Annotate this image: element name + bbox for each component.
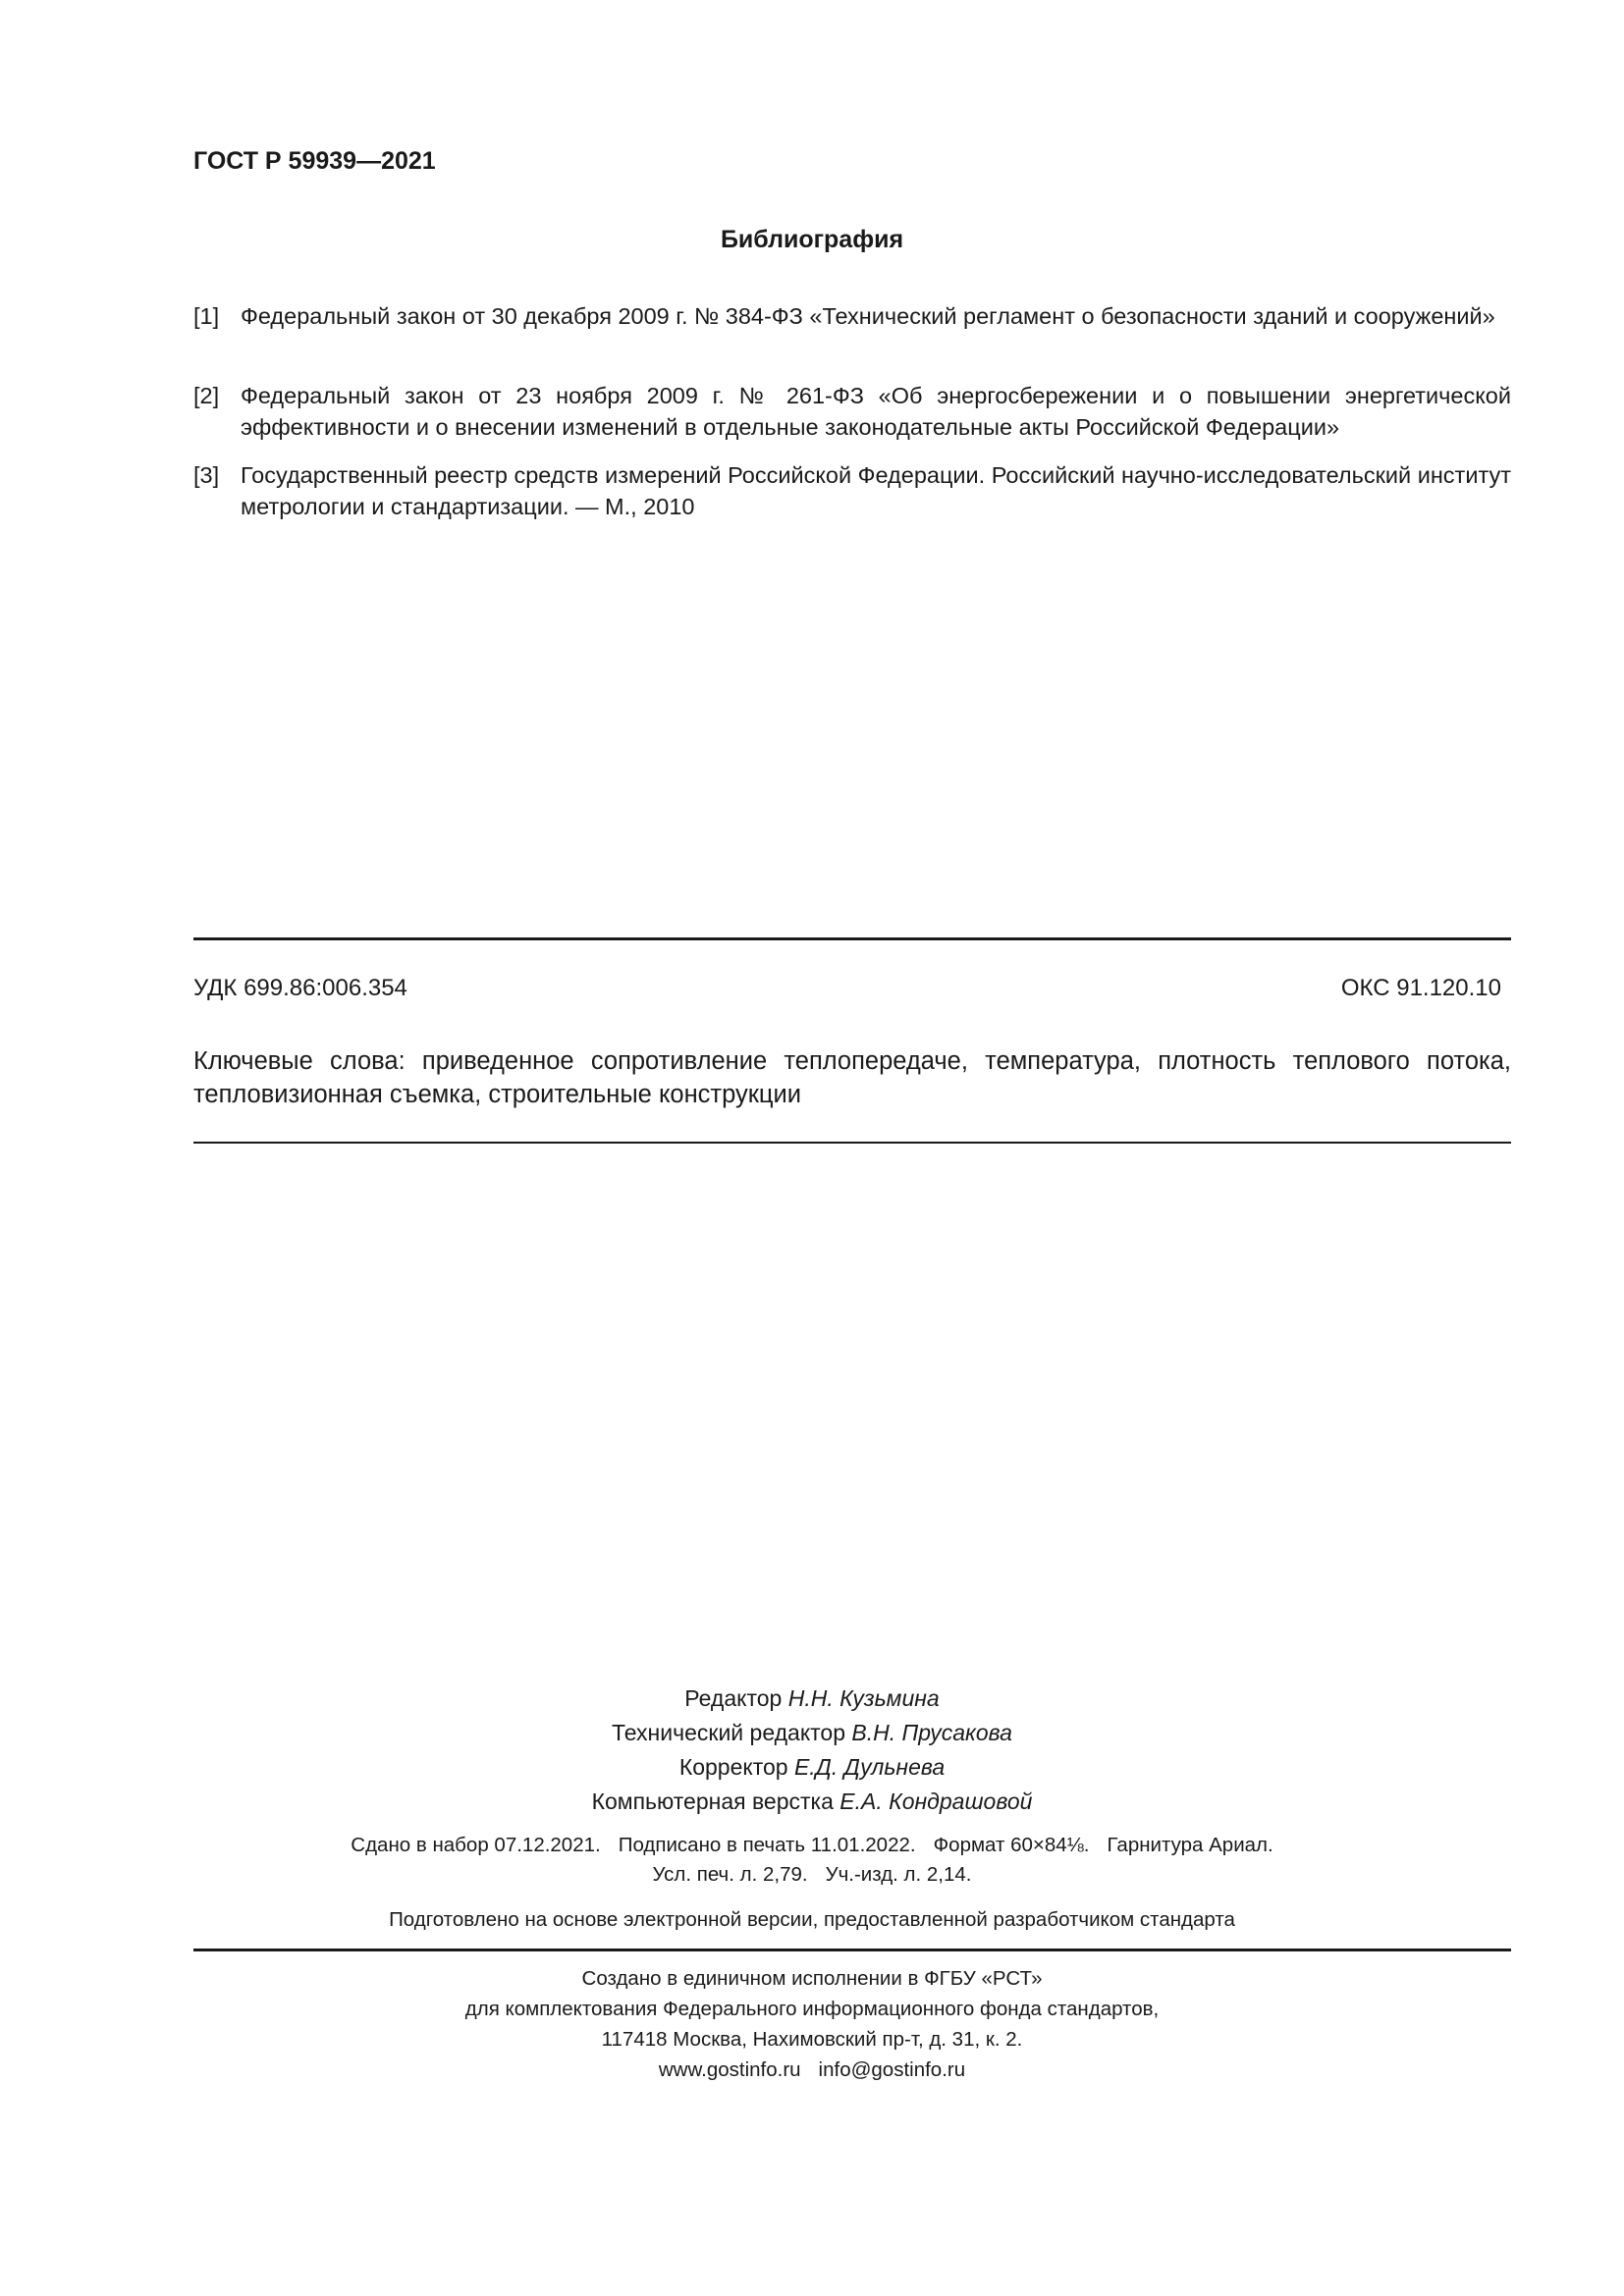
publisher-block	[0, 1963, 1624, 2085]
credit-name: Е.А. Кондрашовой	[839, 1789, 1033, 1814]
divider-rule	[193, 1142, 1511, 1144]
divider-rule	[193, 937, 1511, 940]
publisher-line: Создано в единичном исполнении в ФГБУ «РСТ»	[581, 1967, 1043, 1990]
credit-role: Редактор	[684, 1685, 783, 1711]
bibliography-item-number: [3]	[193, 462, 220, 488]
credit-name: В.Н. Прусакова	[851, 1720, 1012, 1745]
imprint-signed: Подписано в печать 11.01.2022.	[618, 1834, 916, 1856]
bibliography-title: Библиография	[720, 226, 904, 253]
credit-role: Корректор	[678, 1754, 788, 1780]
imprint-block	[0, 1831, 1624, 1890]
imprint-edit-sheets: Уч.-изд. л. 2,14.	[825, 1863, 972, 1886]
publisher-website: www.gostinfo.ru	[658, 2058, 801, 2081]
prepared-note: Подготовлено на основе электронной версии, предоставленной разработчиком стандарта	[389, 1908, 1235, 1931]
imprint-print-sheets: Усл. печ. л. 2,79.	[652, 1863, 808, 1886]
bibliography-item-text: Федеральный закон от 30 декабря 2009 г. № 384-ФЗ «Технический регламент о безопасности зданий и сооружений»	[241, 303, 1495, 329]
bibliography-item	[193, 459, 1511, 522]
imprint-line	[0, 1860, 1624, 1890]
divider-rule	[193, 1949, 1511, 1951]
credit-role: Технический редактор	[612, 1720, 846, 1745]
bibliography-item-number: [1]	[193, 303, 220, 329]
credit-line	[0, 1785, 1624, 1819]
credit-name: Н.Н. Кузьмина	[787, 1685, 940, 1711]
imprint-format: Формат 60×84⅛.	[933, 1834, 1090, 1856]
imprint-line	[0, 1831, 1624, 1860]
bibliography-item-number: [2]	[193, 383, 220, 408]
credits-block	[0, 1682, 1624, 1819]
publisher-address: 117418 Москва, Нахимовский пр-т, д. 31, к. 2.	[601, 2028, 1023, 2051]
document-code: ГОСТ Р 59939—2021	[193, 147, 436, 175]
publisher-email: info@gostinfo.ru	[818, 2058, 966, 2081]
bibliography-item	[193, 300, 1511, 332]
bibliography-item-text: Государственный реестр средств измерений Российской Федерации. Российский научно-исследовательский институт метрологии и стандартизации. — М., 2010	[241, 462, 1511, 519]
imprint-font: Гарнитура Ариал.	[1107, 1834, 1273, 1856]
bibliography-item	[193, 380, 1511, 443]
imprint-submitted: Сдано в набор 07.12.2021.	[351, 1834, 601, 1856]
credit-name: Е.Д. Дульнева	[793, 1754, 946, 1780]
publisher-contacts	[0, 2055, 1624, 2085]
credit-line	[0, 1716, 1624, 1750]
oks-code: ОКС 91.120.10	[1340, 975, 1501, 1001]
bibliography-item-text: Федеральный закон от 23 ноября 2009 г. № 261-ФЗ «Об энергосбережении и о повышении энергетической эффективности и о внесении изменений в отдельные законодательные акты Российской Федерации»	[241, 383, 1511, 440]
udk-code: УДК 699.86:006.354	[193, 975, 407, 1001]
publisher-line: для комплектования Федерального информационного фонда стандартов,	[464, 1998, 1160, 2020]
credit-line	[0, 1682, 1624, 1716]
credit-line	[0, 1750, 1624, 1785]
credit-role: Компьютерная верстка	[591, 1789, 834, 1814]
keywords-text: Ключевые слова: приведенное сопротивление теплопередаче, температура, плотность теплового потока, тепловизионная съемка, строительные конструкции	[193, 1047, 1511, 1108]
